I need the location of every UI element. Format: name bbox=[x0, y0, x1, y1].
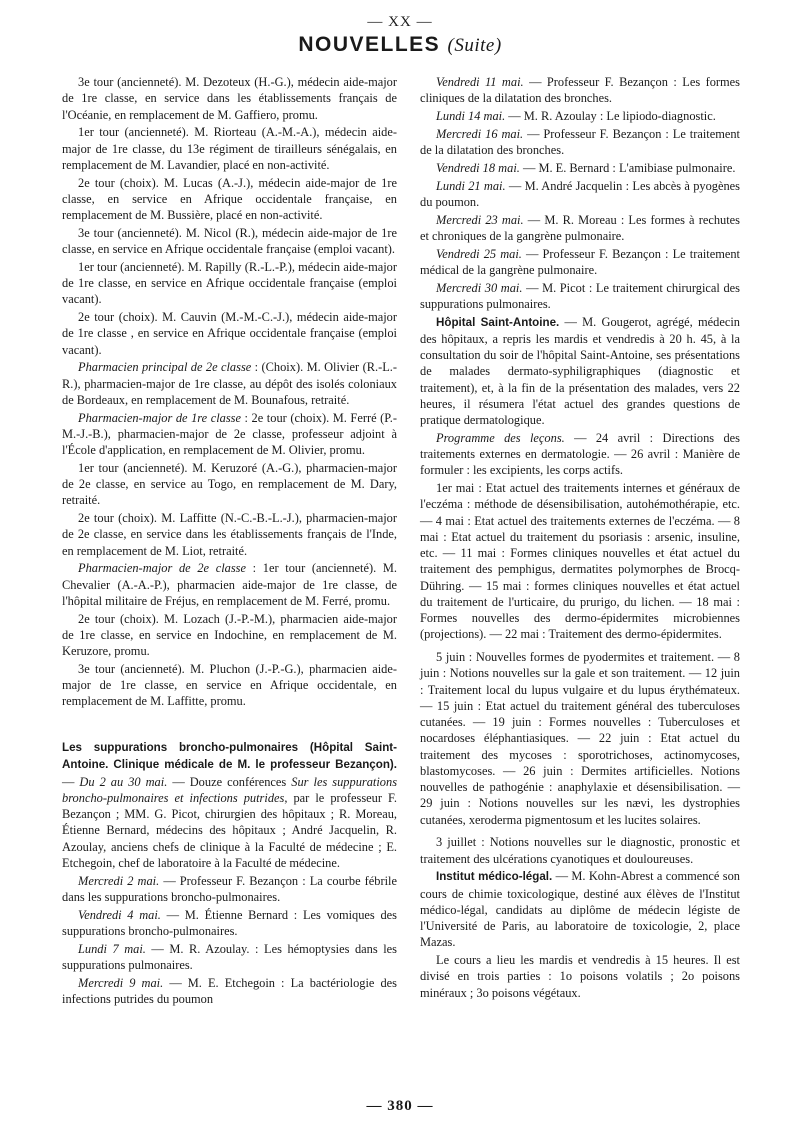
text: — Douze conférences bbox=[167, 774, 292, 789]
text: , par le professeur F. Bezançon ; MM. G. Picot, chirurgien des hôpitaux ; R. Moreau, Étienne Bernard, médecins des hôpitaux ; André Jacquelin, R. Azoulay, anciens chefs de clinique à la Faculté de médecine ; E. Etchegoin, chef de laboratoire à la Faculté de médecine. bbox=[62, 790, 398, 870]
lecture-date: Vendredi 18 mai. bbox=[436, 160, 520, 175]
paragraph-text: : 1er tour (ancienneté). M. Chevalier (A.-A.-P.), pharmacien aide-major de 1re classe, de l'hôpital militaire de Fréjus, en remplacement de M. Ferré, promu. bbox=[62, 561, 397, 608]
lecture-text: — M. R. Azoulay : Le lipiodo-diagnostic. bbox=[505, 109, 716, 123]
paragraph: Le cours a lieu les mardis et vendredis à 15 heures. Il est divisé en trois parties : 1o poisons volatils ; 2o poisons minéraux ; 3o poisons végétaux. bbox=[420, 953, 740, 1000]
lecture-text: — Professeur F. Bezançon : Les formes cliniques de la dilatation des bronches. bbox=[420, 75, 740, 106]
paragraph-text: : (Choix). M. Olivier (R.-L.-R.), pharmacien-major de 1re classe, au dépôt des isolés coloniaux de Bordeaux, en remplacement de M. Bounafous, retraité. bbox=[62, 360, 397, 407]
article-heading: Institut médico-légal. bbox=[436, 870, 553, 884]
lecture-entry bbox=[62, 873, 397, 906]
lecture-date: Lundi 21 mai. bbox=[436, 178, 506, 193]
program-label: Programme des leçons. bbox=[436, 430, 565, 445]
article-lead bbox=[62, 739, 397, 871]
lecture-entry bbox=[420, 178, 740, 211]
lecture-date: Mercredi 30 mai. bbox=[436, 280, 523, 295]
lecture-entry bbox=[420, 74, 740, 107]
lecture-text: — M. André Jacquelin : Les abcès à pyogènes du poumon. bbox=[420, 178, 740, 209]
lecture-text: — M. Étienne Bernard : Les vomiques des suppurations broncho-pulmonaires. bbox=[62, 907, 397, 938]
lecture-entry bbox=[420, 280, 740, 313]
program-paragraph bbox=[420, 430, 740, 479]
lecture-date: Vendredi 25 mai. bbox=[436, 246, 522, 261]
lecture-text: — Professeur F. Bezançon : Le traitement médical de la gangrène pulmonaire. bbox=[420, 246, 741, 277]
page-header bbox=[0, 14, 800, 57]
roman-folio: — XX — bbox=[367, 14, 433, 30]
lecture-entry bbox=[420, 212, 740, 245]
lecture-text: — M. E. Bernard : L'amibiase pulmonaire. bbox=[519, 160, 736, 175]
lecture-date: Mercredi 2 mai. bbox=[78, 873, 160, 888]
series-title: Sur les suppurations broncho-pulmonaires et infections putrides bbox=[62, 774, 398, 805]
paragraph: 2e tour (choix). M. Laffitte (N.-C.-B.-L.-J.), pharmacien-major de 2e classe, en service dans les établissements français de l'Inde, en remplacement de M. Liot, retraité. bbox=[62, 511, 397, 558]
lecture-entry bbox=[420, 126, 740, 159]
article-lead bbox=[420, 314, 740, 429]
lecture-text: — M. R. Azoulay. : Les hémoptysies dans les suppurations pulmonaires. bbox=[62, 941, 397, 972]
left-column bbox=[62, 74, 397, 1009]
lecture-text: — M. R. Moreau : Les formes à rechutes et chroniques de la gangrène pulmonaire. bbox=[420, 212, 740, 243]
rank-label: Pharmacien-major de 2e classe bbox=[78, 561, 246, 576]
program-paragraph: 1er mai : Etat actuel des traitements internes et généraux de l'eczéma : méthode de désensibilisation, autohémothérapie, etc. — 4 mai : Etat actuel des traitements externes de l'eczéma. — 8 mai : Etat actuel du traitement du psoriasis : arsenic, insuline, etc. — 11 mai : Formes cliniques nouvelles et état actuel du traitement des pemphigus, dermatites polymorphes de Brocq-Dühring. — 15 mai : formes cliniques nouvelles et état actuel du traitement de l'urticaire, du prurigo, du lichen. — 18 mai : Formes nouvelles des dermo-épidermites microbiennes (projections). — 22 mai : Traitement des dermo-épidermites. bbox=[420, 481, 740, 642]
section-title-text: NOUVELLES bbox=[298, 33, 441, 56]
paragraph bbox=[62, 410, 397, 459]
lecture-entry bbox=[62, 907, 397, 940]
lecture-date: Mercredi 16 mai. bbox=[436, 126, 524, 141]
date-range: Du 2 au 30 mai. bbox=[79, 774, 168, 789]
lecture-entry bbox=[62, 975, 397, 1008]
lecture-date: Vendredi 4 mai. bbox=[78, 907, 161, 922]
rank-label: Pharmacien principal de 2e classe bbox=[78, 360, 252, 375]
right-column bbox=[420, 74, 740, 1002]
paragraph: 3e tour (ancienneté). M. Dezoteux (H.-G.), médecin aide-major de 1re classe, en service dans les établissements français de l'Océanie, en remplacement de M. Gaffiero, promu. bbox=[62, 75, 397, 122]
paragraph: 3e tour (ancienneté). M. Nicol (R.), médecin aide-major de 1re classe, en service en Afrique occidentale française (emploi vacant). bbox=[62, 225, 397, 256]
section-title bbox=[0, 33, 800, 57]
article-heading: Hôpital Saint-Antoine. bbox=[436, 315, 560, 329]
paragraph-text: : 2e tour (choix). M. Ferré (P.-M.-J.-B.), pharmacien-major de 2e classe, professeur adjoint à l'École d'application, en remplacement de M. Olivier, promu. bbox=[62, 410, 397, 457]
paragraph-text: — M. Gougerot, agrégé, médecin des hôpitaux, a repris les mardis et vendredis à 20 h. 45, à la consultation du soir de l'hôpital Saint-Antoine, ses présentations de malades dermato-syphiligraphiques (diagnostic et traitement), et, à la fin de la présentation des malades, vers 22 heures, il résumera l'état actuel des grandes questions de pratique dermatologique. bbox=[420, 314, 740, 427]
lecture-text: — M. E. Etchegoin : La bactériologie des infections putrides du poumon bbox=[62, 975, 397, 1006]
lecture-text: — Professeur F. Bezançon : Le traitement de la dilatation des bronches. bbox=[420, 126, 740, 157]
paragraph: 2e tour (choix). M. Lozach (J.-P.-M.), pharmacien aide-major de 1re classe, en service en Indochine, en remplacement de M. Keruzore, promu. bbox=[62, 611, 397, 658]
lecture-date: Lundi 7 mai. bbox=[78, 941, 146, 956]
lecture-date: Lundi 14 mai. bbox=[436, 109, 506, 123]
lecture-entry bbox=[62, 941, 397, 974]
paragraph: 3e tour (ancienneté). M. Pluchon (J.-P.-G.), pharmacien aide-major de 1re classe, en service en Afrique occidentale, en remplacement de M. Laffitte, promu. bbox=[62, 661, 397, 709]
paragraph bbox=[62, 359, 397, 408]
lecture-text: — M. Picot : Le traitement chirurgical des suppurations pulmonaires. bbox=[420, 280, 740, 311]
page-number: — 380 — bbox=[366, 1098, 434, 1114]
lecture-entry bbox=[420, 108, 740, 124]
program-paragraph: 5 juin : Nouvelles formes de pyodermites et traitement. — 8 juin : Notions nouvelles sur la gale et son traitement. — 12 juin : Traitement local du lupus vulgaire et du lupus érythémateux. — 15 juin : Etat actuel du traitement général des tuberculoses cutanées. — 19 juin : Formes nouvelles : Tuberculoses et nocardoses éléphantiasiques. — 22 juin : Etat actuel du traitement des mycoses : sporotrichoses, actinomycoses, blastomycoses. — 26 juin : Dermites artificielles. Notions nouvelles de pathogénie : anaphylaxie et désensibilisation. — 29 juin : Notions nouvelles sur les nævi, les dystrophies cutanées, xeroderma pigmentosum et les lucites solaires. bbox=[420, 650, 740, 827]
paragraph: 2e tour (choix). M. Lucas (A.-J.), médecin aide-major de 1re classe, en service en Afrique occidentale française, en remplacement de M. Bussière, placé en non-activité. bbox=[62, 175, 397, 222]
paragraph: 2e tour (choix). M. Cauvin (M.-M.-C.-J.), médecin aide-major de 1re classe , en service en Afrique occidentale française (emploi vacant). bbox=[62, 310, 397, 357]
paragraph bbox=[62, 560, 397, 609]
article-lead bbox=[420, 868, 740, 950]
program-paragraph: 3 juillet : Notions nouvelles sur le diagnostic, pronostic et traitement des ulcérations cyanotiques et douloureuses. bbox=[420, 835, 740, 866]
paragraph-text: — M. Kohn-Abrest a commencé son cours de chimie toxicologique, destiné aux élèves de l'Institut médico-légal, candidats au diplôme de médecin légiste de l'Université de Paris, au laboratoire de toxicologie, 2, place Mazas. bbox=[420, 869, 740, 950]
lecture-date: Mercredi 9 mai. bbox=[78, 975, 164, 990]
spacer bbox=[62, 711, 397, 739]
paragraph-text: — 24 avril : Directions des traitements externes en dermatologie. — 26 avril : Manière de formuler : les excipients, les corps actifs. bbox=[420, 430, 740, 478]
rank-label: Pharmacien-major de 1re classe bbox=[78, 410, 241, 425]
lecture-date: Mercredi 23 mai. bbox=[436, 212, 524, 227]
lecture-entry bbox=[420, 246, 740, 279]
lecture-entry bbox=[420, 160, 740, 176]
section-title-suffix: (Suite) bbox=[447, 35, 502, 56]
article-heading: Les suppurations broncho-pulmonaires (Hôpital Saint-Antoine. Clinique médicale de M. le professeur Bezançon). bbox=[62, 741, 397, 772]
lecture-date: Vendredi 11 mai. bbox=[436, 75, 524, 89]
lecture-text: — Professeur F. Bezançon : La courbe fébrile dans les suppurations broncho-pulmonaires. bbox=[62, 873, 397, 904]
dash: — bbox=[62, 774, 80, 789]
paragraph: 1er tour (ancienneté). M. Keruzoré (A.-G.), pharmacien-major de 2e classe, en service au Togo, en remplacement de M. Dary, retraité. bbox=[62, 460, 397, 508]
paragraph: 1er tour (ancienneté). M. Riorteau (A.-M.-A.), médecin aide-major de 1re classe, du 13e régiment de tirailleurs sénégalais, en remplacement de M. Lavandier, placé en non-activité. bbox=[62, 125, 397, 172]
paragraph: 1er tour (ancienneté). M. Rapilly (R.-L.-P.), médecin aide-major de 1re classe, en service en Afrique occidentale française (emploi vacant). bbox=[62, 259, 397, 307]
